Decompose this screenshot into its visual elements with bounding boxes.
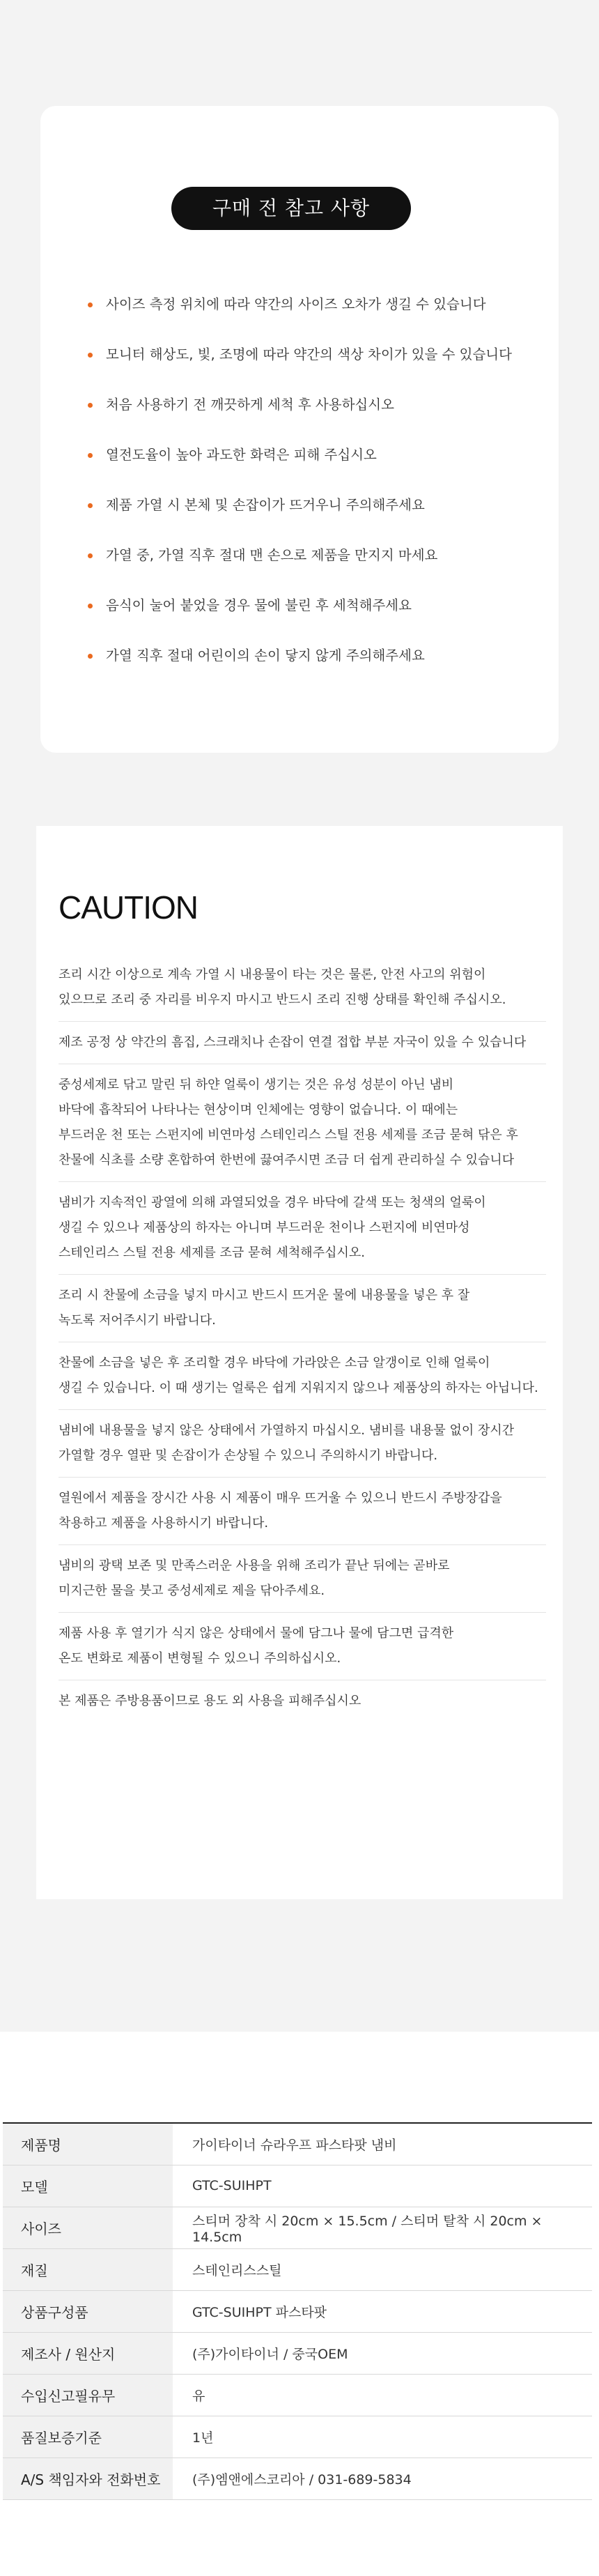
notice-item-text: 음식이 눌어 붙었을 경우 물에 불린 후 세척해주세요 (106, 597, 412, 613)
caution-item-line: 냄비에 내용물을 넣지 않은 상태에서 가열하지 마십시오. 냄비를 내용물 없이 장시간 (59, 1423, 515, 1438)
caution-item-line: 찬물에 소금을 넣은 후 조리할 경우 바닥에 가라앉은 소금 알갱이로 인해 얼룩이 (59, 1356, 490, 1370)
notice-item-text: 가열 직후 절대 어린이의 손이 닿지 않게 주의해주세요 (106, 647, 425, 664)
spec-value: 1년 (173, 2416, 592, 2458)
spec-row (3, 2248, 592, 2290)
caution-item (59, 1554, 546, 1613)
bullet-dot-icon (88, 403, 93, 408)
bullet-dot-icon (88, 353, 93, 358)
notice-item (88, 495, 512, 545)
caution-item (59, 1190, 546, 1275)
bullet-dot-icon (88, 553, 93, 558)
notice-item-text: 가열 중, 가열 직후 절대 맨 손으로 제품을 만지지 마세요 (106, 547, 438, 563)
spec-value: 스티머 장착 시 20cm × 15.5cm / 스티머 탈착 시 20cm × 14.5cm (173, 2207, 592, 2248)
notice-item-text: 모니터 해상도, 빛, 조명에 따라 약간의 색상 차이가 있을 수 있습니다 (106, 346, 512, 362)
bullet-dot-icon (88, 654, 93, 659)
spec-value: GTC-SUIHPT (173, 2165, 592, 2207)
caution-item-line: 냄비의 광택 보존 및 만족스러운 사용을 위해 조리가 끝난 뒤에는 곧바로 (59, 1558, 450, 1573)
spec-value: (주)가이타이너 / 중국OEM (173, 2332, 592, 2374)
spec-row (3, 2374, 592, 2416)
notice-item (88, 645, 512, 696)
caution-item-line: 조리 시간 이상으로 계속 가열 시 내용물이 타는 것은 물론, 안전 사고의 위험이 (59, 967, 486, 982)
spec-row (3, 2290, 592, 2332)
notice-item-text: 열전도율이 높아 과도한 화력은 피해 주십시오 (106, 447, 377, 463)
caution-item (59, 1689, 546, 1722)
spec-row (3, 2332, 592, 2374)
caution-item (59, 1621, 546, 1680)
caution-item-line: 가열할 경우 열판 및 손잡이가 손상될 수 있으니 주의하시기 바랍니다. (59, 1448, 438, 1463)
notice-list (88, 294, 512, 696)
caution-item-line: 스테인리스 스틸 전용 세제를 조금 묻혀 세척해주십시오. (59, 1245, 365, 1260)
caution-item-line: 착용하고 제품을 사용하시기 바랍니다. (59, 1516, 269, 1531)
spec-value: 가이타이너 슈라우프 파스타팟 냄비 (173, 2123, 592, 2165)
caution-item-line: 미지근한 물을 붓고 중성세제로 제을 닦아주세요. (59, 1584, 325, 1598)
bullet-dot-icon (88, 453, 93, 458)
product-spec-table (3, 2122, 592, 2500)
notice-item (88, 595, 512, 645)
caution-item-line: 부드러운 천 또는 스펀지에 비연마성 스테인리스 스틸 전용 세제를 조금 묻혀 닦은 후 (59, 1128, 518, 1142)
caution-item-line: 생길 수 있으나 제품상의 하자는 아니며 부드러운 천이나 스펀지에 비연마성 (59, 1220, 470, 1235)
spec-row (3, 2165, 592, 2207)
bullet-dot-icon (88, 604, 93, 608)
caution-title: CAUTION (59, 889, 198, 926)
caution-item (59, 1283, 546, 1342)
spec-label: 수입신고필유무 (3, 2374, 173, 2416)
caution-item (59, 963, 546, 1022)
caution-item-line: 제품 사용 후 열기가 식지 않은 상태에서 물에 담그나 물에 담그면 급격한 (59, 1626, 454, 1641)
spec-label: 상품구성품 (3, 2290, 173, 2332)
notice-item-text: 처음 사용하기 전 깨끗하게 세척 후 사용하십시오 (106, 397, 394, 413)
caution-item-line: 제조 공정 상 약간의 흠집, 스크래치나 손잡이 연결 접합 부분 자국이 있을 수 있습니다 (59, 1035, 527, 1050)
caution-item-line: 냄비가 지속적인 광열에 의해 과열되었을 경우 바닥에 갈색 또는 청색의 얼룩이 (59, 1195, 486, 1210)
spec-label: 제품명 (3, 2123, 173, 2165)
spec-value: 스테인리스스틸 (173, 2248, 592, 2290)
spec-row (3, 2416, 592, 2458)
caution-item-line: 있으므로 조리 중 자리를 비우지 마시고 반드시 조리 진행 상태를 확인해 주십시오. (59, 992, 506, 1007)
notice-item-text: 제품 가열 시 본체 및 손잡이가 뜨거우니 주의해주세요 (106, 497, 425, 513)
caution-item (59, 1351, 546, 1410)
caution-item-line: 온도 변화로 제품이 변형될 수 있으니 주의하십시오. (59, 1651, 341, 1666)
caution-item-line: 열원에서 제품을 장시간 사용 시 제품이 매우 뜨거울 수 있으니 반드시 주방장갑을 (59, 1491, 502, 1505)
notice-item (88, 294, 512, 344)
spec-label: 제조사 / 원산지 (3, 2332, 173, 2374)
caution-item-line: 바닥에 흡착되어 나타나는 현상이며 인체에는 영향이 없습니다. 이 때에는 (59, 1103, 458, 1117)
caution-item-line: 본 제품은 주방용품이므로 용도 외 사용을 피해주십시오 (59, 1694, 361, 1708)
spec-row (3, 2458, 592, 2499)
caution-item-line: 찬물에 식초를 소량 혼합하여 한번에 끓여주시면 조금 더 쉽게 관리하실 수 있습니다 (59, 1153, 515, 1167)
caution-item (59, 1486, 546, 1545)
bullet-dot-icon (88, 302, 93, 307)
caution-item (59, 1030, 546, 1064)
caution-item-line: 생길 수 있습니다. 이 때 생기는 얼룩은 쉽게 지워지지 않으나 제품상의 하자는 아닙니다. (59, 1381, 538, 1395)
spec-label: 사이즈 (3, 2207, 173, 2248)
spec-label: A/S 책임자와 전화번호 (3, 2458, 173, 2499)
spec-label: 재질 (3, 2248, 173, 2290)
notice-item-text: 사이즈 측정 위치에 따라 약간의 사이즈 오차가 생길 수 있습니다 (106, 296, 486, 312)
spec-row (3, 2123, 592, 2165)
spec-value: 유 (173, 2374, 592, 2416)
purchase-notice-card (40, 106, 559, 753)
spec-label: 모델 (3, 2165, 173, 2207)
spec-value: (주)엠앤에스코리아 / 031-689-5834 (173, 2458, 592, 2499)
notice-item (88, 545, 512, 595)
spec-value: GTC-SUIHPT 파스타팟 (173, 2290, 592, 2332)
caution-item (59, 1073, 546, 1182)
caution-card (36, 826, 563, 1899)
caution-list (59, 963, 546, 1731)
caution-item (59, 1418, 546, 1478)
notice-item (88, 344, 512, 394)
bullet-dot-icon (88, 503, 93, 508)
notice-item (88, 445, 512, 495)
product-spec-section (0, 2032, 599, 2576)
caution-item-line: 조리 시 찬물에 소금을 넣지 마시고 반드시 뜨거운 물에 내용물을 넣은 후 잘 (59, 1288, 470, 1303)
notice-title-pill: 구매 전 참고 사항 (171, 187, 411, 230)
notice-item (88, 394, 512, 445)
caution-item-line: 중성세제로 닦고 말린 뒤 하얀 얼룩이 생기는 것은 유성 성분이 아닌 냄비 (59, 1078, 454, 1092)
spec-row (3, 2207, 592, 2248)
caution-item-line: 녹도록 저어주시기 바랍니다. (59, 1313, 216, 1328)
spec-label: 품질보증기준 (3, 2416, 173, 2458)
